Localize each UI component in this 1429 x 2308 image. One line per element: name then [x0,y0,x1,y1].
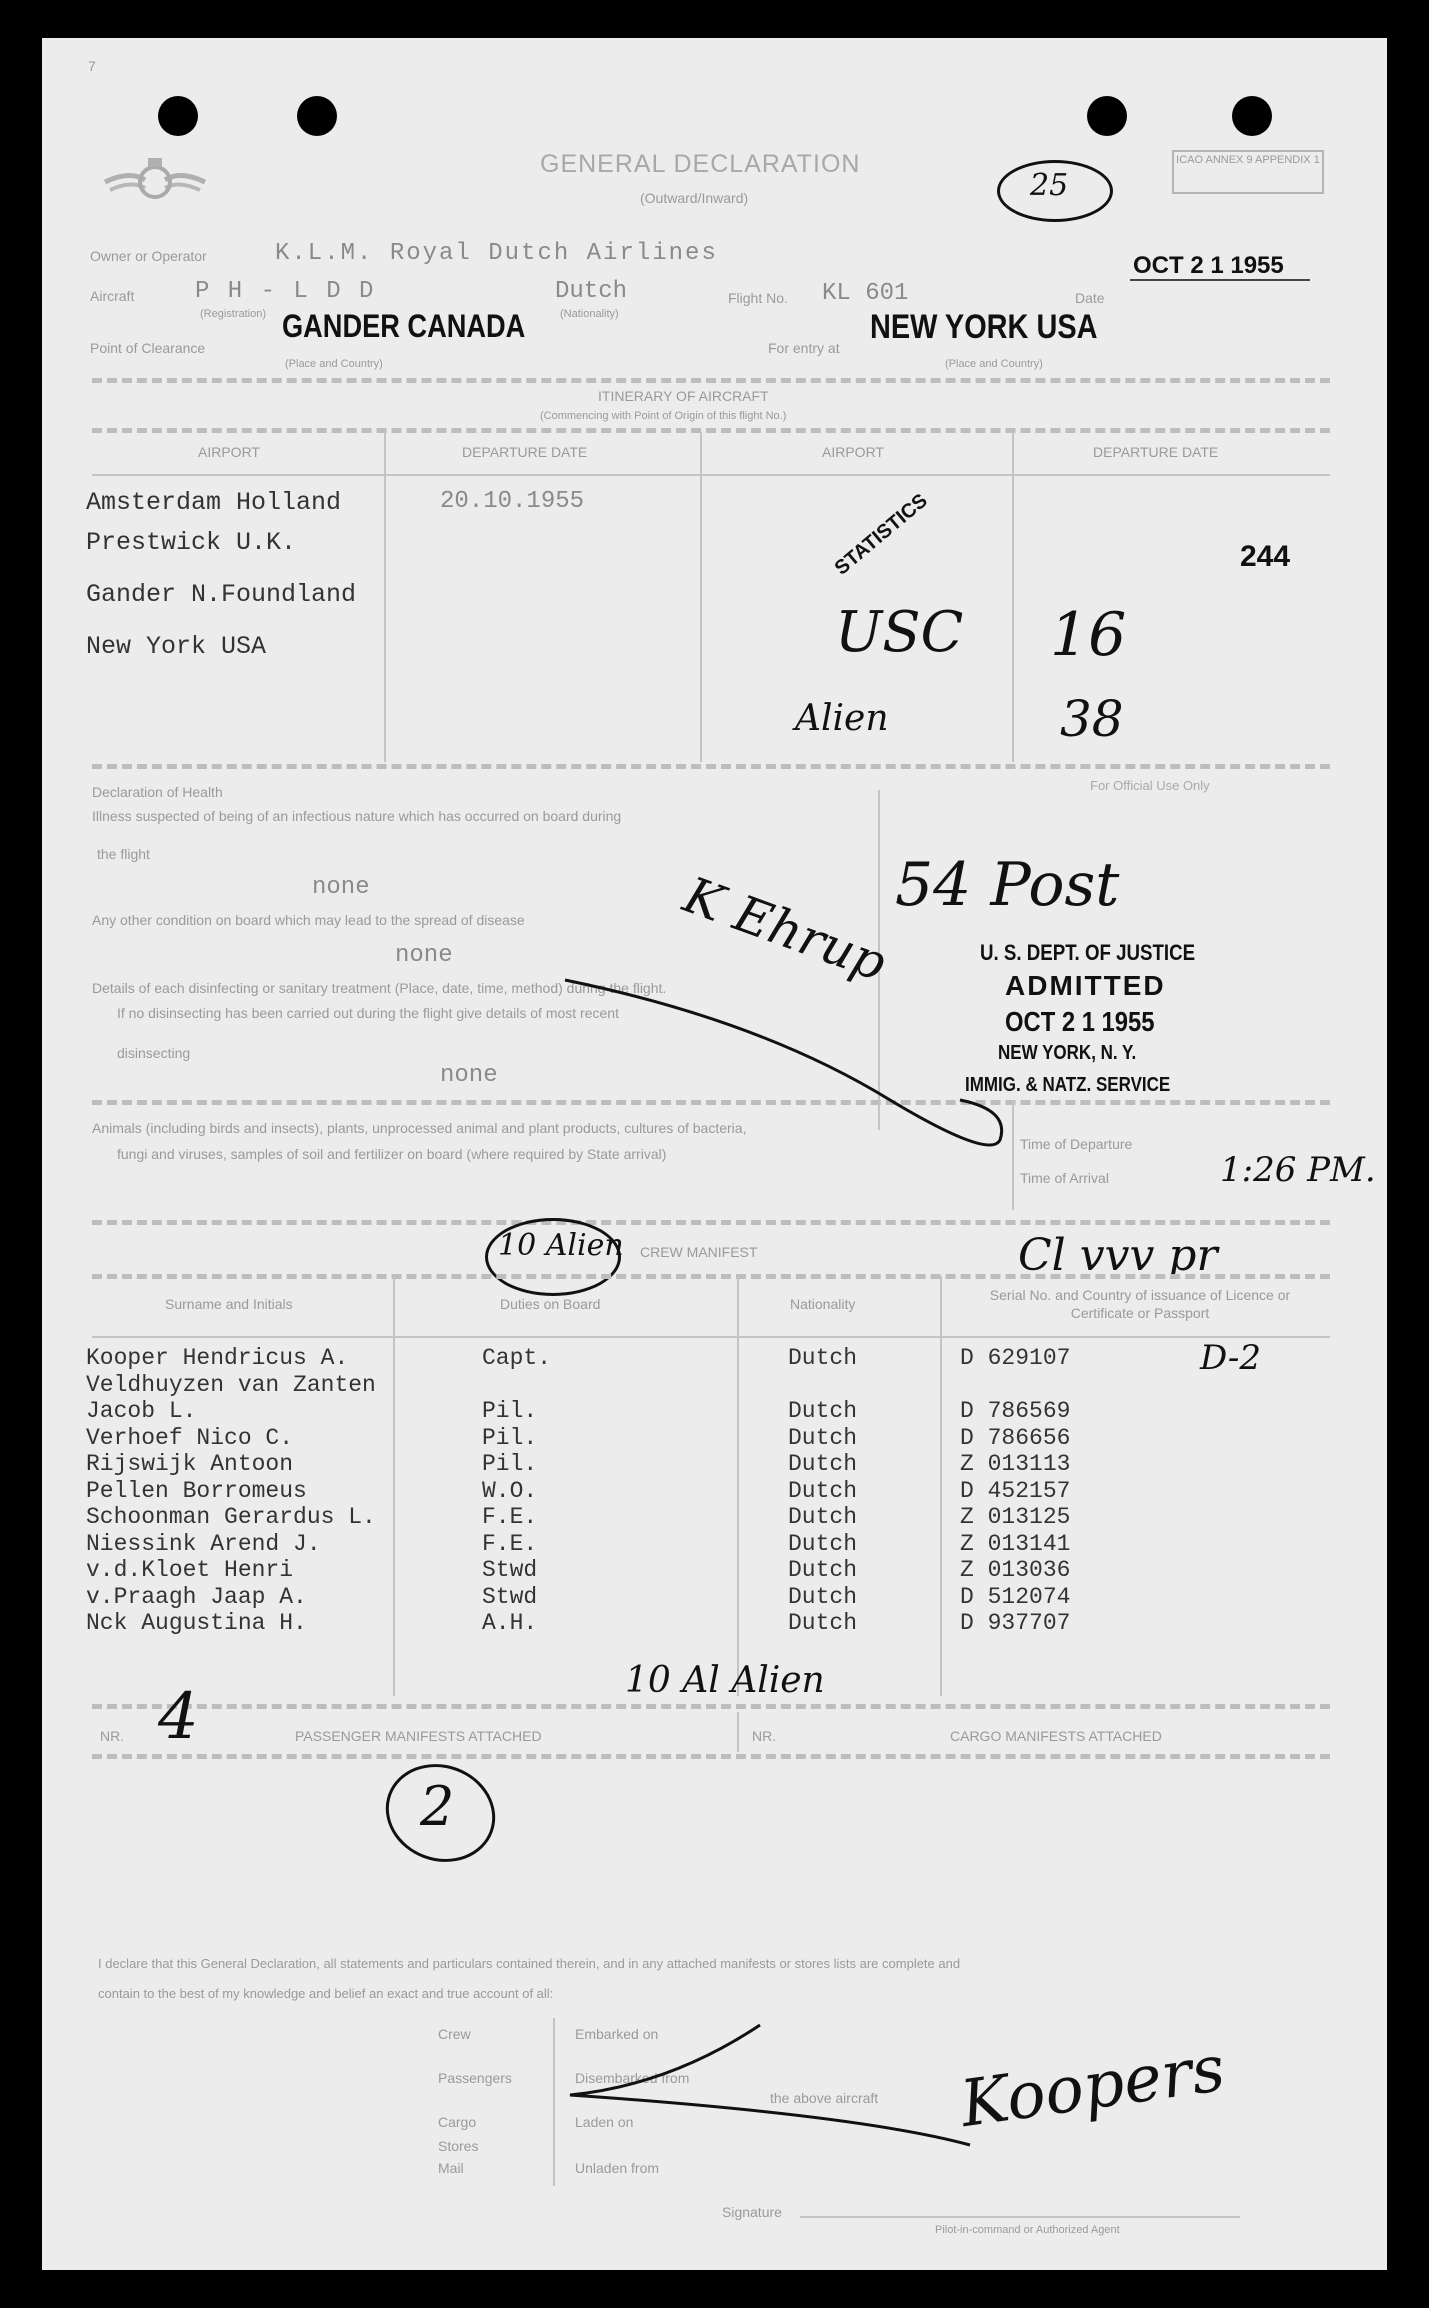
punch-hole [158,96,198,136]
disinfect-text-2: If no disinsecting has been carried out during the flight give details of most recent [117,1005,619,1021]
icao-badge: ICAO ANNEX 9 APPENDIX 1 [1172,150,1324,194]
crew-row [0,1372,1429,1398]
crew-row [0,1345,1429,1371]
stamp-dept: U. S. DEPT. OF JUSTICE [980,940,1196,965]
illness-value: none [312,874,370,901]
crew-name: v.d.Kloet Henri [86,1557,294,1583]
nationality-caption: (Nationality) [560,308,619,320]
crew-nationality: Dutch [788,1610,858,1636]
crew-duty: Capt. [482,1345,552,1371]
crew-row [0,1504,1429,1530]
itinerary-airport-1: Amsterdam Holland [86,488,342,517]
col-airport-1: AIRPORT [198,444,260,460]
decl-row-mail-action: Unladen from [575,2160,660,2176]
crew-nationality: Dutch [788,1583,858,1610]
decl-row-stores: Stores [438,2138,479,2154]
disinfect-value: none [440,1062,498,1089]
decl-row-passengers: Passengers [438,2070,512,2086]
nr-label-right: NR. [752,1728,777,1744]
crew-name: Jacob L. [86,1398,197,1424]
decl-row-crew: Crew [438,2026,471,2042]
crew-serial: D 512074 [960,1583,1071,1610]
crew-name: Veldhuyzen van Zanten [86,1371,376,1398]
stamp-admitted: ADMITTED [1005,970,1166,1001]
decl-row-passengers-action: Disembarked from [575,2070,690,2086]
crew-nationality: Dutch [788,1398,858,1424]
crew-duty: Pil. [482,1451,538,1477]
hand-curve-stroke [560,960,1040,1180]
crew-nationality: Dutch [788,1424,858,1451]
departure-time-label: Time of Departure [1020,1136,1133,1152]
hand-top-right: Cl vvv pr [1018,1230,1218,1281]
crew-duty: Stwd [482,1557,538,1583]
itinerary-airport-3: Gander N.Foundland [86,580,357,609]
punch-hole [1232,96,1272,136]
page-mark: 7 [88,58,96,74]
health-heading: Declaration of Health [92,784,223,800]
crew-serial: D 786569 [960,1398,1071,1424]
hand-10-alien: 10 Alien [498,1228,624,1263]
col-airport-2: AIRPORT [822,444,884,460]
col-duties: Duties on Board [500,1296,601,1312]
owner-value: K.L.M. Royal Dutch Airlines [275,240,718,267]
hand-d2: D-2 [1200,1338,1262,1378]
crew-name: Niessink Arend J. [86,1530,321,1557]
crew-row [0,1398,1429,1424]
declaration-text-1: I declare that this General Declaration, all statements and particulars contained therein, and in any attached manifests or stores lists are complete and [98,1956,961,1971]
crew-serial: D 452157 [960,1477,1071,1504]
hand-38: 38 [1060,690,1124,748]
crew-nationality: Dutch [788,1451,858,1477]
crew-row [0,1584,1429,1610]
decl-row-cargo: Cargo [438,2114,477,2130]
stamp-city: NEW YORK, N. Y. [998,1042,1137,1064]
cargo-manifests-label: CARGO MANIFESTS ATTACHED [950,1728,1162,1744]
crew-duty: W.O. [482,1477,538,1504]
airline-logo-icon [100,152,210,210]
hand-54-post: 54 Post [895,850,1120,920]
crew-row [0,1451,1429,1477]
stamp-service: IMMIG. & NATZ. SERVICE [965,1074,1171,1096]
crew-nationality: Dutch [788,1477,858,1504]
crew-duty: Pil. [482,1424,538,1451]
decl-row-cargo-action: Laden on [575,2114,634,2130]
entry-value: NEW YORK USA [870,308,1098,346]
passenger-manifests-label: PASSENGER MANIFESTS ATTACHED [295,1728,542,1744]
col-nationality: Nationality [790,1296,856,1312]
crew-duty: F.E. [482,1504,538,1530]
itinerary-airport-2: Prestwick U.K. [86,528,297,557]
animals-text-2: fungi and viruses, samples of soil and fertilizer on board (where required by State arrival) [117,1146,667,1162]
col-serial: Serial No. and Country of issuance of Licence or Certificate or Passport [989,1287,1291,1321]
registration-caption: (Registration) [200,308,267,320]
date-label: Date [1075,290,1105,306]
crew-duty: Stwd [482,1583,538,1610]
crew-name: Nck Augustina H. [86,1610,307,1636]
form-subtitle: (Outward/Inward) [640,190,749,206]
above-aircraft-text: the above aircraft [770,2090,879,2106]
other-condition-value: none [395,942,453,969]
hand-10-al-alien: 10 Al Alien [625,1660,825,1701]
col-departure-1: DEPARTURE DATE [462,444,588,460]
crew-name: Schoonman Gerardus L. [86,1504,376,1530]
flight-value: KL 601 [822,280,909,307]
hand-16: 16 [1050,600,1127,670]
owner-label: Owner or Operator [90,248,207,264]
crew-serial: D 629107 [960,1345,1071,1371]
crew-serial: D 937707 [960,1610,1071,1636]
crew-nationality: Dutch [788,1345,858,1371]
disinfect-text: Details of each disinfecting or sanitary treatment (Place, date, time, method) during the flight. [92,980,667,996]
crew-nationality: Dutch [788,1504,858,1530]
animals-text: Animals (including birds and insects), plants, unprocessed animal and plant products, cultures of bacteria, [92,1120,747,1136]
statistics-stamp: STATISTICS [830,489,932,580]
aircraft-registration: P H - L D D [195,278,376,305]
crew-serial: D 786656 [960,1424,1071,1451]
col-surname: Surname and Initials [165,1296,293,1312]
aircraft-nationality: Dutch [555,278,628,305]
stamp-date: OCT 2 1 1955 [1005,1006,1155,1037]
other-condition-text: Any other condition on board which may lead to the spread of disease [92,912,525,928]
crew-serial: Z 013141 [960,1530,1071,1557]
hand-usc: USC [835,600,964,665]
hand-alien: Alien [795,698,889,739]
date-value: OCT 2 1 1955 [1133,252,1284,279]
entry-caption: (Place and Country) [945,358,1043,370]
decl-row-mail: Mail [438,2160,464,2176]
illness-text-2: the flight [97,846,150,862]
clearance-label: Point of Clearance [90,340,206,356]
crew-row [0,1531,1429,1557]
declaration-text-2: contain to the best of my knowledge and belief an exact and true account of all: [98,1986,554,2001]
crew-nationality: Dutch [788,1557,858,1583]
clearance-caption: (Place and Country) [285,358,383,370]
hand-official-signature: K Ehrup [676,865,894,993]
disinfect-text-3: disinsecting [117,1045,191,1061]
crew-row [0,1610,1429,1636]
crew-duty: Pil. [482,1398,538,1424]
clearance-value: GANDER CANADA [282,308,526,344]
nr-label-left: NR. [100,1728,125,1744]
crew-serial: Z 013125 [960,1504,1071,1530]
punch-hole [1087,96,1127,136]
hand-bracket-stroke [560,2015,980,2185]
crew-row [0,1557,1429,1583]
itinerary-departure-date: 20.10.1955 [440,488,585,515]
official-use-label: For Official Use Only [1090,778,1210,793]
signature-caption: Pilot-in-command or Authorized Agent [935,2224,1120,2236]
crew-name: Pellen Borromeus [86,1477,307,1504]
crew-name: Verhoef Nico C. [86,1424,294,1451]
crew-duty: A.H. [482,1610,538,1636]
flight-label: Flight No. [728,290,788,306]
hand-2: 2 [420,1775,455,1838]
itinerary-title: ITINERARY OF AIRCRAFT [598,388,769,404]
crew-nationality: Dutch [788,1530,858,1557]
hand-captain-signature: Koopers [956,2031,1230,2143]
crew-duty: F.E. [482,1530,538,1557]
hand-nr: 4 [158,1680,199,1754]
aircraft-label: Aircraft [90,288,135,304]
itinerary-airport-4: New York USA [86,632,267,661]
decl-row-crew-action: Embarked on [575,2026,659,2042]
crew-name: Rijswijk Antoon [86,1451,294,1477]
illness-text: Illness suspected of being of an infectious nature which has occurred on board during [92,808,622,824]
arrival-time-value: 1:26 PM. [1220,1150,1376,1190]
hand-244: 244 [1240,540,1291,573]
crew-row [0,1478,1429,1504]
circled-number-text: 25 [1030,168,1069,203]
signature-label: Signature [722,2204,782,2220]
arrival-time-label: Time of Arrival [1020,1170,1109,1186]
col-departure-2: DEPARTURE DATE [1093,444,1219,460]
crew-row [0,1425,1429,1451]
itinerary-subtitle: (Commencing with Point of Origin of this flight No.) [540,410,787,422]
crew-name: v.Praagh Jaap A. [86,1583,307,1610]
entry-label: For entry at [768,340,840,356]
crew-manifest-title: CREW MANIFEST [640,1244,758,1260]
crew-name: Kooper Hendricus A. [86,1345,349,1371]
crew-serial: Z 013113 [960,1451,1071,1477]
punch-hole [297,96,337,136]
form-title: GENERAL DECLARATION [540,150,861,178]
crew-serial: Z 013036 [960,1557,1071,1583]
